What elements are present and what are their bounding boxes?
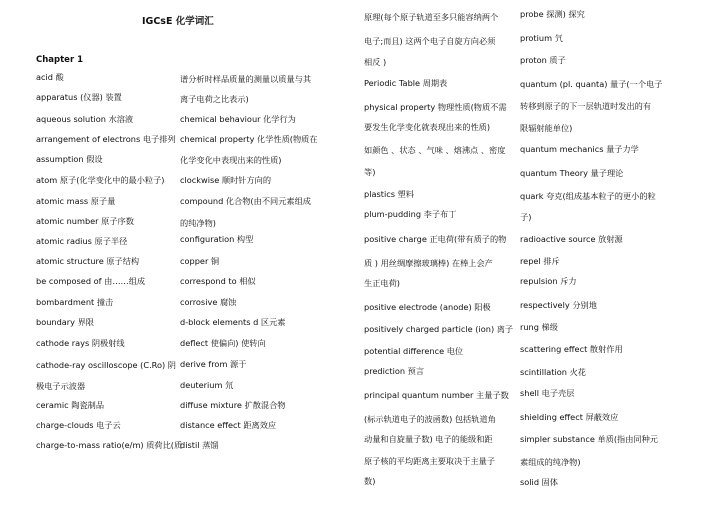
col3-entry: 生正电荷) [364,278,400,288]
page-title: IGCsE 化学词汇 [142,16,214,27]
col2-entry: copper 铜 [180,256,220,266]
col4-entry: 素组成的纯净物) [520,457,581,467]
col2-entry: compound 化合物(由不同元素组成 [180,196,311,206]
col2-entry: 离子电荷之比表示) [180,94,249,104]
col3-entry: 如颜色 、状态 、气味 、熔沸点 、密度 [364,145,506,155]
col4-entry: respectively 分别地 [520,300,597,310]
col4-entry: solid 固体 [520,477,558,487]
col1-entry: bombardment 撞击 [36,297,114,307]
col1-entry: cathode rays 阴极射线 [36,338,125,348]
col3-entry: principal quantum number 主量子数 [364,390,509,400]
col4-entry: 限辐射能单位) [520,123,573,133]
col1-entry: atomic radius 原子半径 [36,236,128,246]
col2-entry: chemical property 化学性质(物质在 [180,134,318,144]
col1-entry: charge-to-mass ratio(e/m) 质荷比(质 [36,440,183,450]
col1-entry: aqueous solution 水溶液 [36,114,134,124]
col4-entry: proton 质子 [520,55,566,65]
col3-entry: 电子;而且) 这两个电子自旋方向必须 [364,36,496,46]
col3-entry: positively charged particle (ion) 离子 [364,324,514,334]
col1-entry: assumption 假设 [36,154,103,164]
col2-entry: chemical behaviour 化学行为 [180,114,296,124]
col2-entry: d-block elements d 区元素 [180,317,286,327]
col1-entry: charge-clouds 电子云 [36,420,121,430]
col4-entry: 子) [520,212,532,222]
col3-entry: 质 ) 用丝绸摩擦玻璃棒) 在棒上会产 [364,258,493,268]
col3-entry: prediction 预言 [364,366,425,376]
col1-entry: ceramic 陶瓷制品 [36,400,105,410]
col4-entry: rung 梯级 [520,322,558,332]
col1-entry: 极电子示波器 [36,381,86,391]
col4-entry: quark 夸克(组成基本粒子的更小的粒 [520,191,656,201]
col2-entry: distil 蒸馏 [180,440,219,450]
col3-entry: Periodic Table 周期表 [364,78,448,88]
col1-entry: atomic mass 原子量 [36,196,116,206]
col3-entry: plum-pudding 李子布丁 [364,209,457,219]
col4-entry: probe 探测) 探究 [520,9,585,19]
col3-entry: potential difference 电位 [364,346,464,356]
col1-entry: boundary 界限 [36,317,94,327]
col4-entry: quantum Theory 量子理论 [520,168,624,178]
col4-entry: scintillation 火花 [520,367,586,377]
col4-entry: radioactive source 放射源 [520,234,623,244]
col4-entry: scattering effect 散射作用 [520,344,623,354]
col1-entry: atom 原子(化学变化中的最小粒子) [36,175,165,185]
col3-entry: physical property 物理性质(物质不需 [364,102,507,112]
col4-entry: 转移到原子的下一层轨道时发出的有 [520,101,652,111]
col3-entry: plastics 塑料 [364,189,414,199]
col4-entry: repel 排斥 [520,256,560,266]
col1-entry: acid 酸 [36,72,64,82]
col4-entry: quantum mechanics 量子力学 [520,144,639,154]
col4-entry: shell 电子壳层 [520,388,575,398]
col2-entry: 化学变化中表现出来的性质) [180,155,282,165]
col2-entry: 的纯净物) [180,218,216,228]
col2-entry: distance effect 距离效应 [180,420,277,430]
col3-entry: 相反 ) [364,57,387,67]
col3-entry: positive electrode (anode) 阳极 [364,302,491,312]
col1-entry: atomic number 原子序数 [36,216,134,226]
col2-entry: deuterium 氘 [180,380,234,390]
col3-entry: 原子核的平均距离主要取决于主量子 [364,456,496,466]
col2-entry: correspond to 相似 [180,276,256,286]
chapter-heading: Chapter 1 [36,55,84,65]
col3-entry: 要发生化学变化就表现出来的性质) [364,122,491,132]
col3-entry: 原理(每个原子轨道至多只能容纳两个 [364,12,499,22]
col2-entry: derive from 源于 [180,359,247,369]
col2-entry: diffuse mixture 扩散混合物 [180,400,286,410]
col2-entry: corrosive 腐蚀 [180,297,237,307]
col1-entry: apparatus (仪器) 装置 [36,92,122,102]
col4-entry: protium 氕 [520,33,563,43]
col2-entry: 谱分析时样品质量的测量以质量与其 [180,74,312,84]
col3-entry: (标示轨道电子的波函数) 包括轨道角 [364,414,496,424]
col4-entry: simpler substance 单质(指由同种元 [520,434,658,444]
col3-entry: 等) [364,167,376,177]
col1-entry: be composed of 由……组成 [36,276,146,286]
col2-entry: configuration 构型 [180,234,254,244]
col4-entry: repulsion 斥力 [520,276,577,286]
col4-entry: quantum (pl. quanta) 量子(一个电子 [520,79,663,89]
col1-entry: atomic structure 原子结构 [36,256,140,266]
col2-entry: clockwise 顺时针方向的 [180,175,272,185]
col3-entry: 数) [364,476,376,486]
col4-entry: shielding effect 屏蔽效应 [520,412,619,422]
col3-entry: 动量和自旋量子数) 电子的能级和距 [364,434,493,444]
col1-entry: cathode-ray oscilloscope (C.Ro) 阴 [36,360,176,370]
col3-entry: positive charge 正电荷(带有质子的物 [364,234,507,244]
col2-entry: deflect 使偏向) 使转向 [180,338,266,348]
col1-entry: arrangement of electrons 电子排列 [36,134,176,144]
